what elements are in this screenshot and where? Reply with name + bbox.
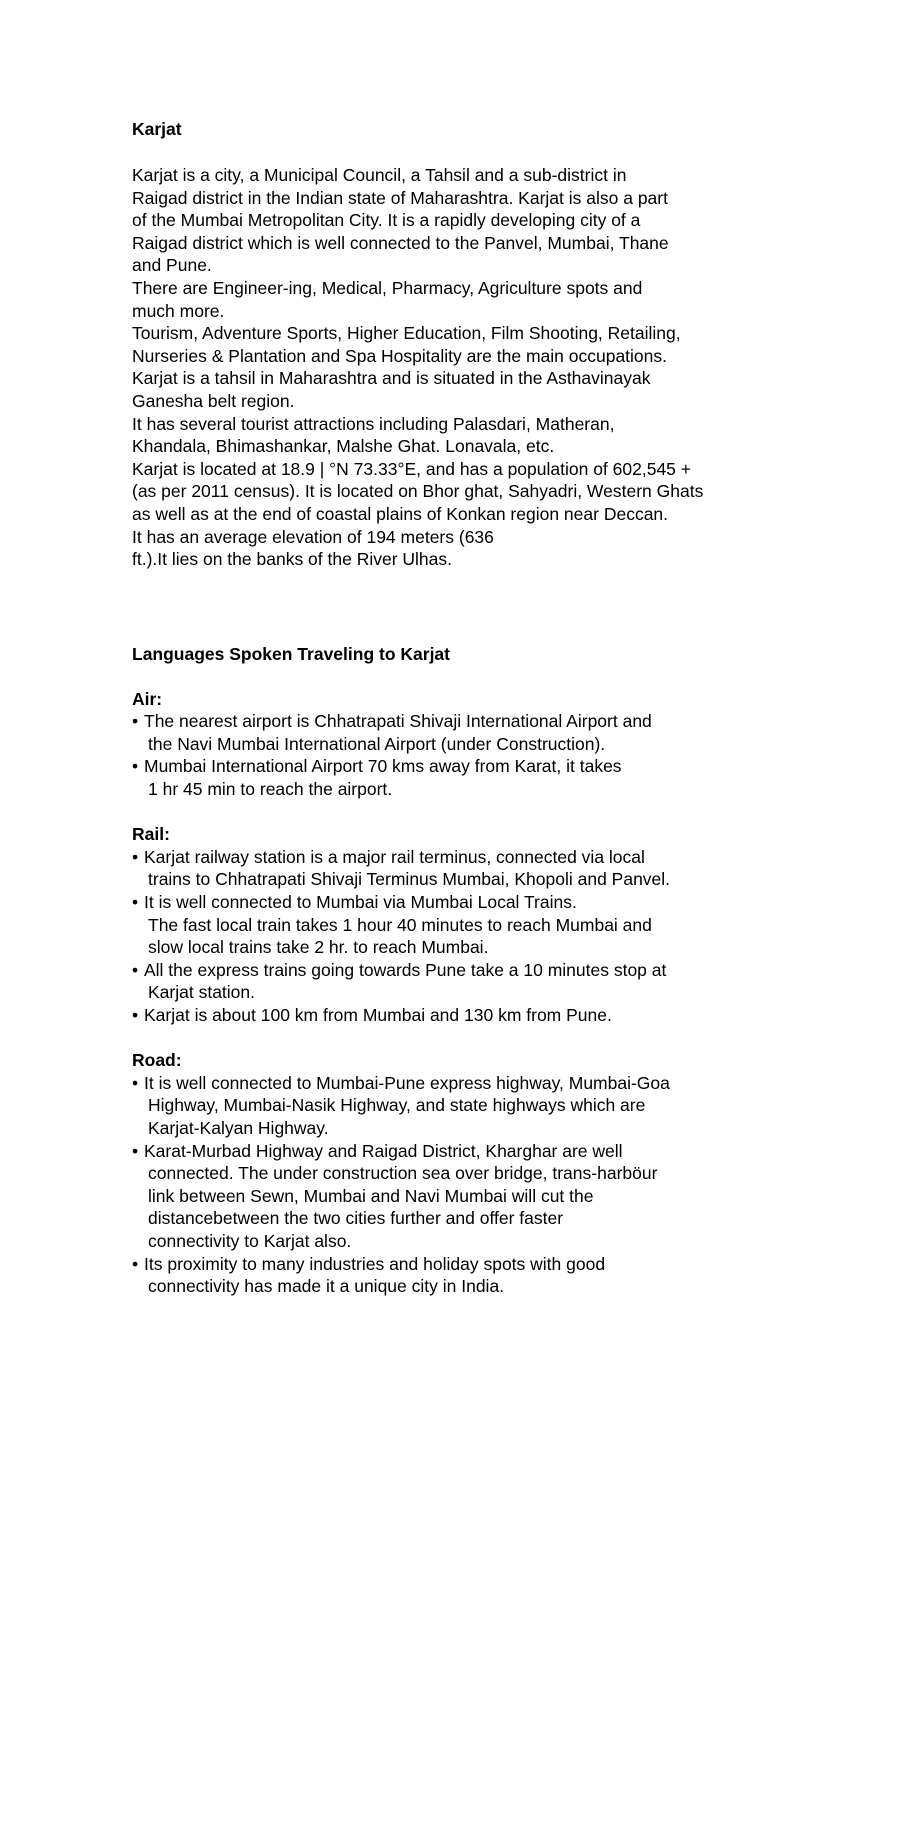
- bullet-icon: •: [132, 1140, 139, 1161]
- list-item: [132, 1004, 892, 1027]
- intro-line: of the Mumbai Metropolitan City. It is a rapidly developing city of a: [132, 210, 641, 231]
- list-item-line: Karat-Murbad Highway and Raigad District, Kharghar are well: [144, 1140, 623, 1161]
- bullet-icon: •: [132, 959, 139, 980]
- list-item-line: Karjat railway station is a major rail terminus, connected via local: [144, 846, 645, 867]
- list-item-line: It is well connected to Mumbai-Pune express highway, Mumbai-Goa: [144, 1072, 670, 1093]
- bullet-icon: •: [132, 711, 139, 732]
- intro-line: Tourism, Adventure Sports, Higher Education, Film Shooting, Retailing,: [132, 323, 681, 344]
- list-item: [132, 891, 892, 959]
- air-subheading: Air:: [132, 688, 163, 709]
- intro-line: It has an average elevation of 194 meters (636: [132, 526, 494, 547]
- intro-line: and Pune.: [132, 255, 212, 276]
- road-list: [132, 1072, 892, 1298]
- rail-subheading: Rail:: [132, 824, 170, 845]
- bullet-icon: •: [132, 1072, 139, 1093]
- list-item-line: connectivity to Karjat also.: [148, 1230, 352, 1251]
- list-item-line: link between Sewn, Mumbai and Navi Mumbai will cut the: [148, 1185, 594, 1206]
- list-item-line: distancebetween the two cities further and offer faster: [148, 1208, 564, 1229]
- bullet-icon: •: [132, 846, 139, 867]
- list-item: [132, 959, 892, 1004]
- list-item-line: slow local trains take 2 hr. to reach Mumbai.: [148, 937, 489, 958]
- intro-line: Ganesha belt region.: [132, 390, 295, 411]
- list-item-line: connectivity has made it a unique city in India.: [148, 1276, 505, 1297]
- intro-line: ft.).It lies on the banks of the River Ulhas.: [132, 549, 453, 570]
- list-item-line: All the express trains going towards Pune take a 10 minutes stop at: [144, 959, 667, 980]
- intro-line: Karjat is located at 18.9 | °N 73.33°E, and has a population of 602,545 +: [132, 458, 692, 479]
- intro-line: Nurseries & Plantation and Spa Hospitality are the main occupations.: [132, 345, 668, 366]
- intro-line: Raigad district in the Indian state of Maharashtra. Karjat is also a part: [132, 187, 668, 208]
- list-item-line: the Navi Mumbai International Airport (under Construction).: [148, 733, 606, 754]
- list-item-line: Karjat station.: [148, 982, 255, 1003]
- document-body: [132, 118, 892, 1298]
- list-item-line: trains to Chhatrapati Shivaji Terminus Mumbai, Khopoli and Panvel.: [148, 869, 671, 890]
- road-subheading: Road:: [132, 1050, 182, 1071]
- list-item: [132, 846, 892, 891]
- list-item: [132, 1253, 892, 1298]
- intro-line: Khandala, Bhimashankar, Malshe Ghat. Lonavala, etc.: [132, 436, 555, 457]
- air-list: [132, 710, 892, 800]
- list-item-line: The nearest airport is Chhatrapati Shivaji International Airport and: [144, 711, 652, 732]
- intro-line: as well as at the end of coastal plains of Konkan region near Deccan.: [132, 503, 669, 524]
- list-item-line: Karjat is about 100 km from Mumbai and 130 km from Pune.: [144, 1005, 612, 1025]
- list-item: [132, 710, 892, 755]
- list-item-line: 1 hr 45 min to reach the airport.: [148, 779, 393, 800]
- list-item-line: Highway, Mumbai-Nasik Highway, and state highways which are: [148, 1095, 646, 1116]
- list-item-line: Karjat-Kalyan Highway.: [148, 1117, 329, 1138]
- list-item-line: The fast local train takes 1 hour 40 minutes to reach Mumbai and: [148, 914, 652, 935]
- list-item-line: It is well connected to Mumbai via Mumbai Local Trains.: [144, 892, 577, 913]
- list-item: [132, 755, 892, 800]
- intro-line: (as per 2011 census). It is located on Bhor ghat, Sahyadri, Western Ghats: [132, 481, 704, 502]
- bullet-icon: •: [132, 1253, 139, 1274]
- intro-line: Raigad district which is well connected to the Panvel, Mumbai, Thane: [132, 232, 669, 253]
- list-item: [132, 1072, 892, 1140]
- intro-line: much more.: [132, 300, 225, 321]
- bullet-icon: •: [132, 756, 139, 777]
- list-item-line: Mumbai International Airport 70 kms away from Karat, it takes: [144, 756, 622, 777]
- list-item-line: Its proximity to many industries and holiday spots with good: [144, 1253, 606, 1274]
- intro-line: There are Engineer-ing, Medical, Pharmacy, Agriculture spots and: [132, 277, 643, 298]
- page-title: Karjat: [132, 119, 182, 139]
- intro-line: It has several tourist attractions including Palasdari, Matheran,: [132, 413, 615, 434]
- intro-paragraph: [132, 164, 892, 571]
- list-item: [132, 1140, 892, 1253]
- bullet-icon: •: [132, 892, 139, 913]
- bullet-icon: •: [132, 1005, 139, 1025]
- travel-heading: Languages Spoken Traveling to Karjat: [132, 643, 450, 664]
- intro-line: Karjat is a tahsil in Maharashtra and is situated in the Asthavinayak: [132, 368, 651, 389]
- list-item-line: connected. The under construction sea over bridge, trans-harböur: [148, 1163, 658, 1184]
- rail-list: [132, 846, 892, 1027]
- intro-line: Karjat is a city, a Municipal Council, a Tahsil and a sub-district in: [132, 165, 627, 185]
